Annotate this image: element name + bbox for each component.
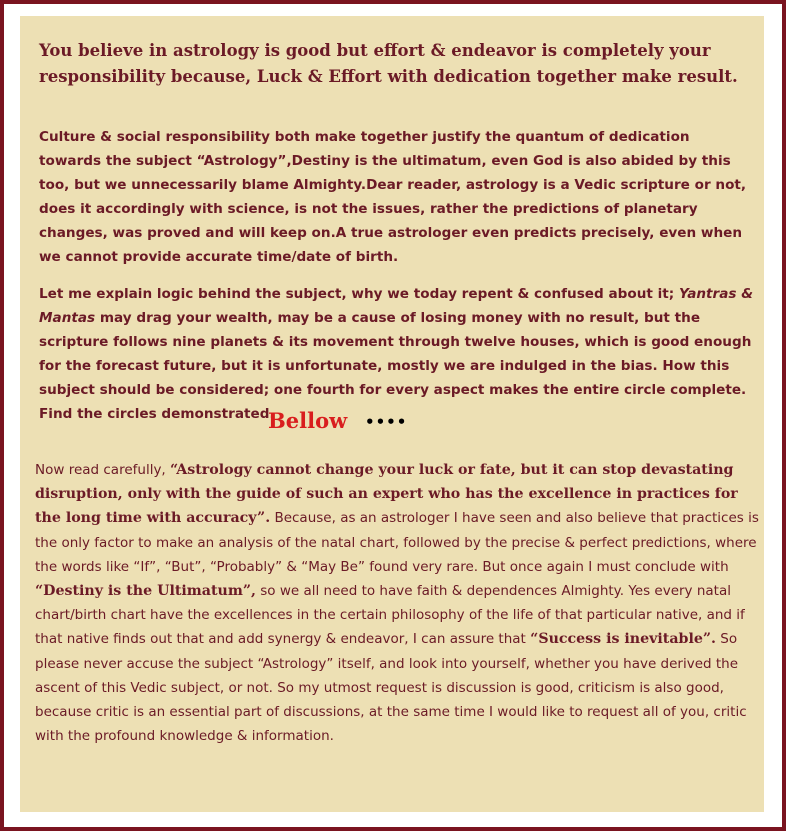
paragraph-logic-italic: Yantras & Mantas — [39, 286, 754, 326]
conclusion-quote-luck: “Astrology cannot change your luck or fate, but it can stop devastating disruption, only with the guide of such an expert who has the excellence in practices for the long time with accuracy”. — [35, 462, 738, 527]
bellow-label: Bellow — [268, 408, 348, 433]
article-heading: You believe in astrology is good but effort & endeavor is completely your responsibility because, Luck & Effort with dedication together make result. — [39, 41, 738, 86]
conclusion-quote-destiny: “Destiny is the Ultimatum”, — [35, 583, 256, 600]
conclusion-text-3: so we all need to have faith & dependences Almighty. Yes every natal chart/birth chart have the excellences in the certain philosophy of the life of that particular native, and if that native finds out that and add synergy & endeavor, I can assure that — [35, 583, 745, 648]
paragraph-destiny: Culture & social responsibility both make together justify the quantum of dedication towards the subject “Astrology”,Destiny is the ultimatum, even God is also abided by this too, but we unnecessarily blame Almighty.Dear reader, astrology is a Vedic scripture or not, does it accordingly with science, is not the issues, rather the predictions of planetary changes, was proved and will keep on.A true astrologer even predicts precisely, even when we cannot provide accurate time/date of birth. — [39, 129, 747, 265]
paragraph-logic-text-2: may drag your wealth, may be a cause of losing money with no result, but the scripture follows nine planets & its movement through twelve houses, which is good enough for the forecast future, but it is unfortunate, mostly we are indulged in the bias. How this subject should be considered; one fourth for every aspect makes the entire circle complete. Find the circles demonstrated. — [39, 310, 752, 422]
conclusion-text-4: So please never accuse the subject “Astrology” itself, and look into yourself, whether you have derived the ascent of this Vedic subject, or not. So my utmost request is discussion is good, criticism is also good, because critic is an essential part of discussions, at the same time I would like to request all of you, critic with the profound knowledge & information. — [35, 631, 747, 745]
bellow-dots: •••• — [365, 413, 408, 431]
conclusion-quote-success: “Success is inevitable”. — [530, 631, 716, 648]
conclusion-text-2: Because, as an astrologer I have seen and also believe that practices is the only factor to make an analysis of the natal chart, followed by the precise & perfect predictions, where the words like “If”, “But”, “Probably” & “May Be” found very rare. But once again I must conclude with — [35, 510, 759, 575]
paragraph-conclusion — [35, 458, 759, 748]
paragraph-logic-text-1: Let me explain logic behind the subject, why we today repent & confused about it; — [39, 286, 679, 302]
conclusion-text-1: Now read carefully, — [35, 462, 171, 478]
paragraph-logic — [39, 282, 755, 426]
content-panel — [20, 16, 764, 812]
